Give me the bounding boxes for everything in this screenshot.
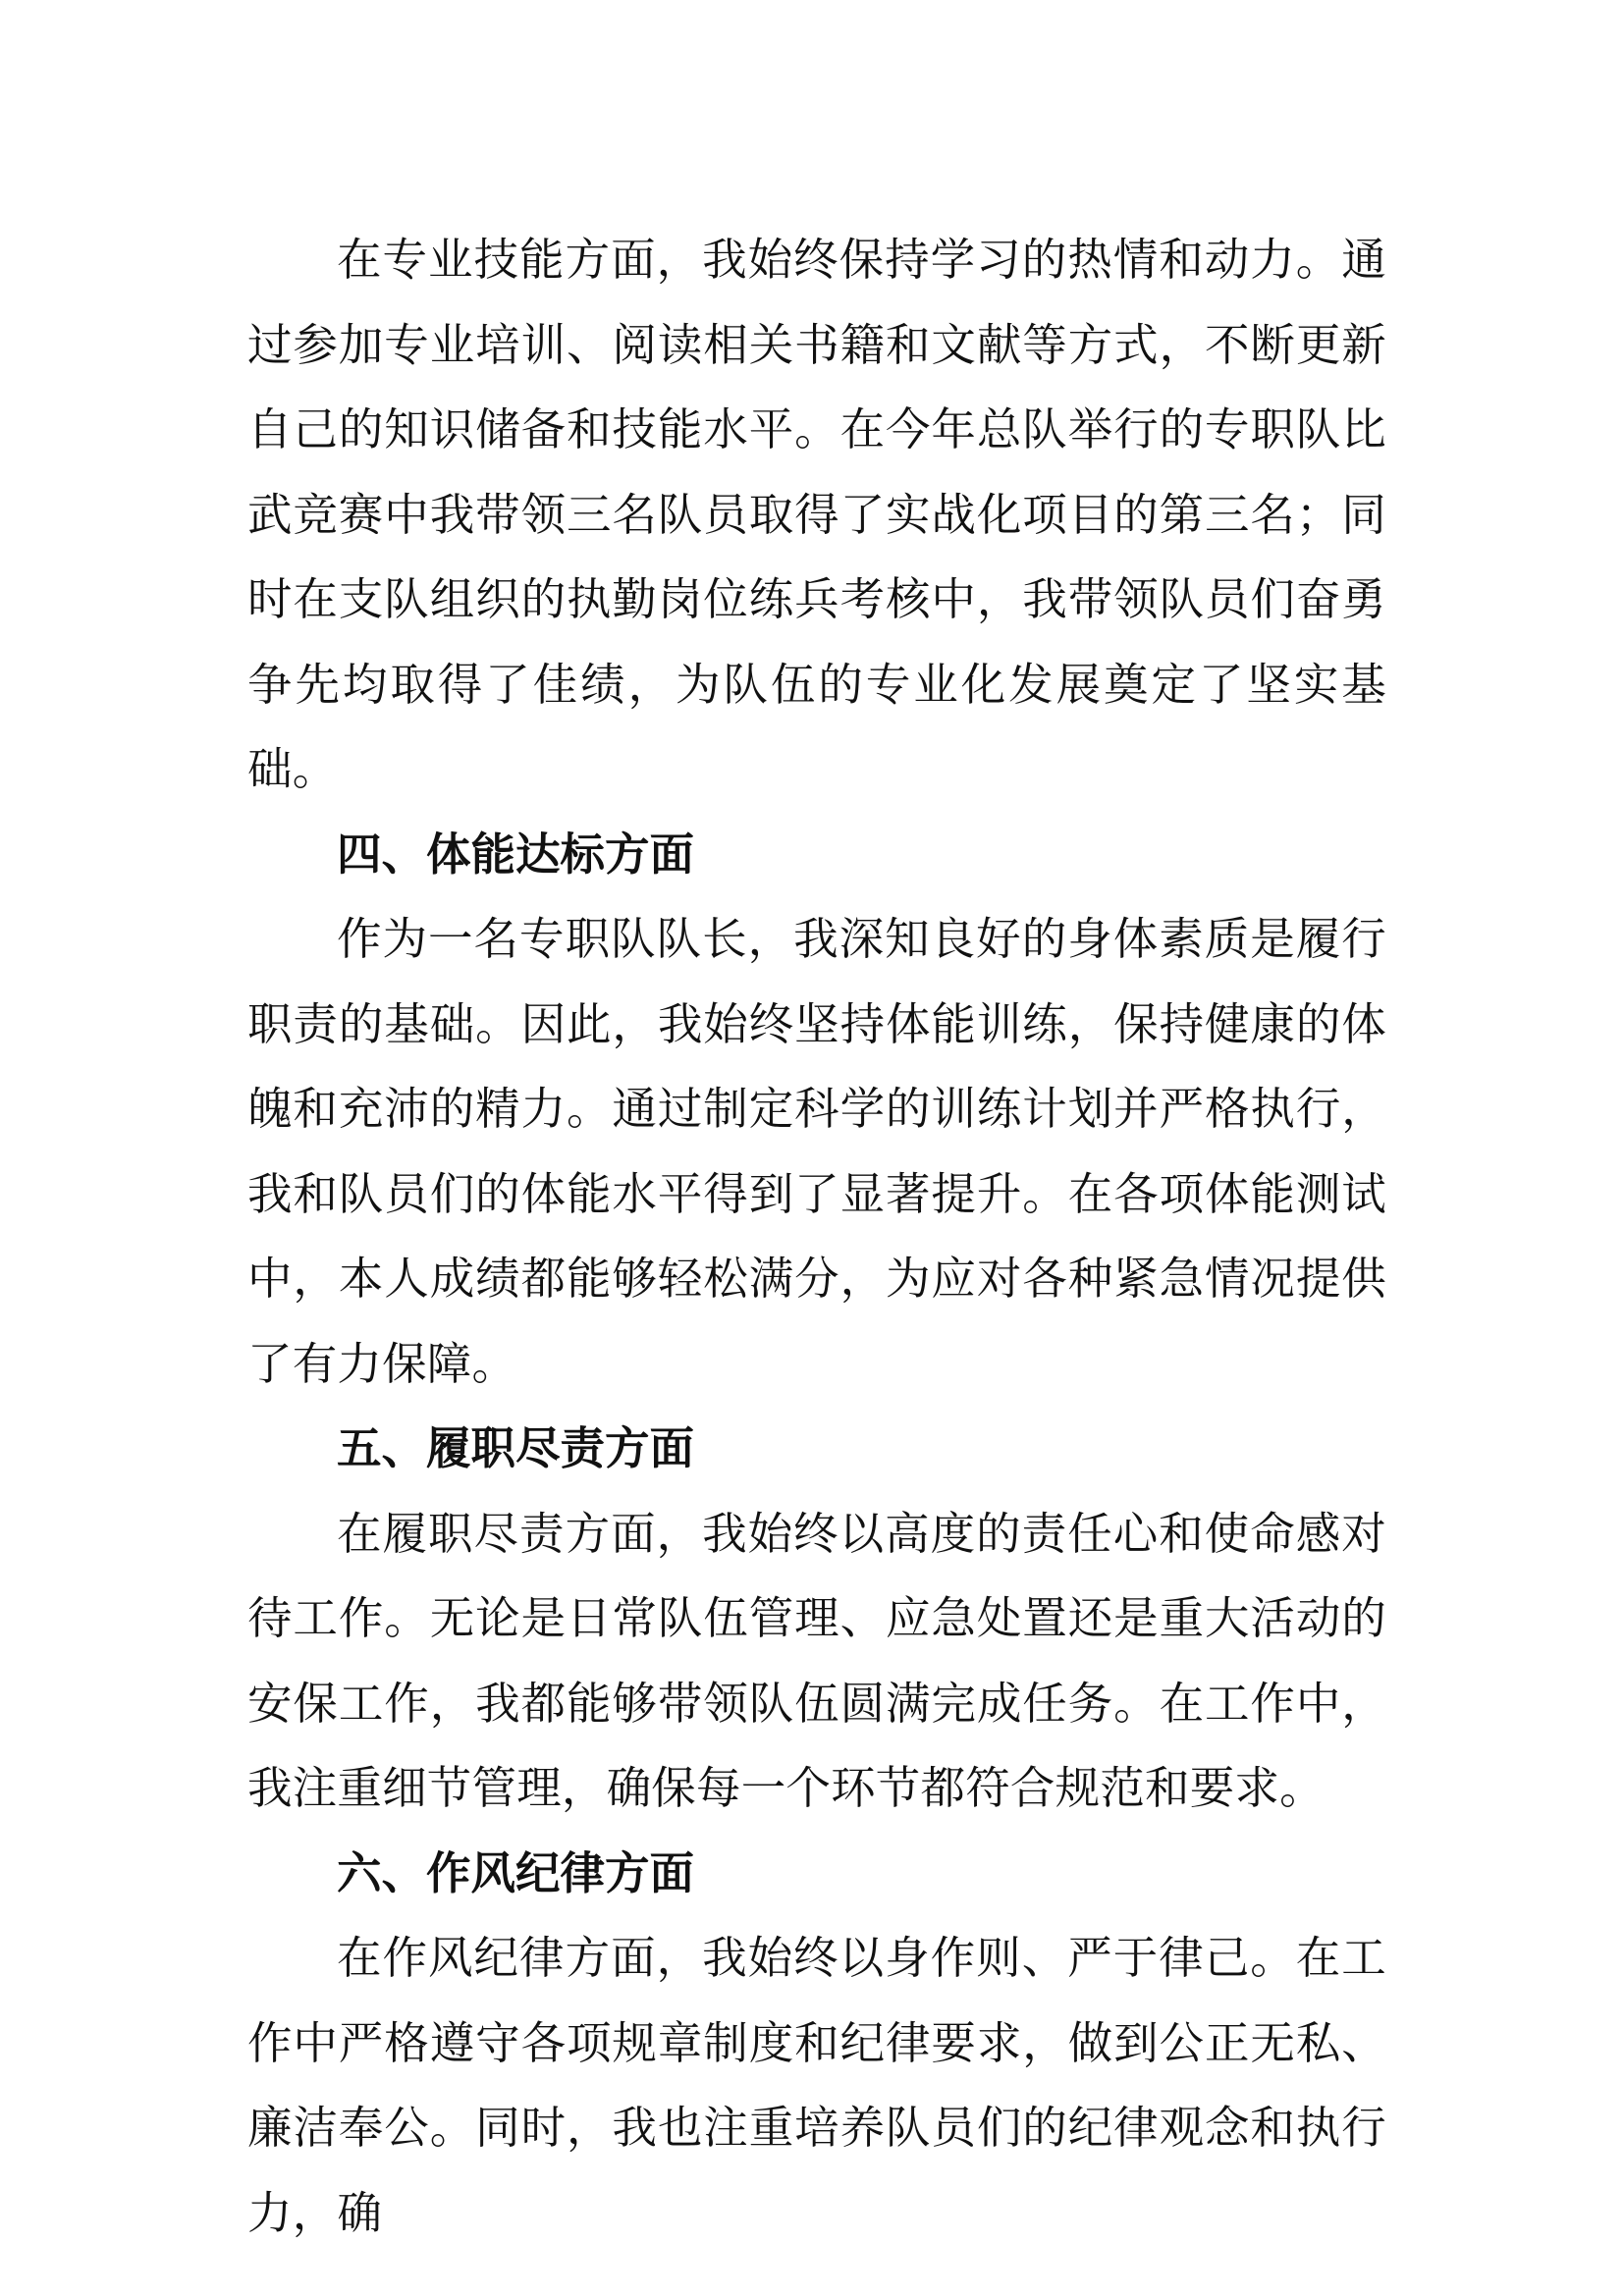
- paragraph-conduct-discipline: 在作风纪律方面，我始终以身作则、严于律己。在工作中严格遵守各项规章制度和纪律要求，做到公正无私、廉洁奉公。同时，我也注重培养队员们的纪律观念和执行力，确: [247, 1932, 1386, 2239]
- paragraph-physical-fitness: 作为一名专职队队长，我深知良好的身体素质是履行职责的基础。因此，我始终坚持体能训练，保持健康的体魄和充沛的精力。通过制定科学的训练计划并严格执行，我和队员们的体能水平得到了显著提升。在各项体能测试中，本人成绩都能够轻松满分，为应对各种紧急情况提供了有力保障。: [247, 913, 1386, 1390]
- paragraph-duty-performance: 在履职尽责方面，我始终以高度的责任心和使命感对待工作。无论是日常队伍管理、应急处置还是重大活动的安保工作，我都能够带领队伍圆满完成任务。在工作中，我注重细节管理，确保每一个环节都符合规范和要求。: [247, 1507, 1386, 1814]
- paragraph-professional-skills: 在专业技能方面，我始终保持学习的热情和动力。通过参加专业培训、阅读相关书籍和文献等方式，不断更新自己的知识储备和技能水平。在今年总队举行的专职队比武竞赛中我带领三名队员取得了实战化项目的第三名；同时在支队组织的执勤岗位练兵考核中，我带领队员们奋勇争先均取得了佳绩，为队伍的专业化发展奠定了坚实基础。: [247, 234, 1386, 795]
- document-page: [247, 218, 1386, 2256]
- section-heading-conduct-discipline: 六、作风纪律方面: [337, 1846, 695, 1899]
- section-heading-duty-performance: 五、履职尽责方面: [337, 1422, 695, 1474]
- section-heading-physical-fitness: 四、体能达标方面: [337, 828, 695, 881]
